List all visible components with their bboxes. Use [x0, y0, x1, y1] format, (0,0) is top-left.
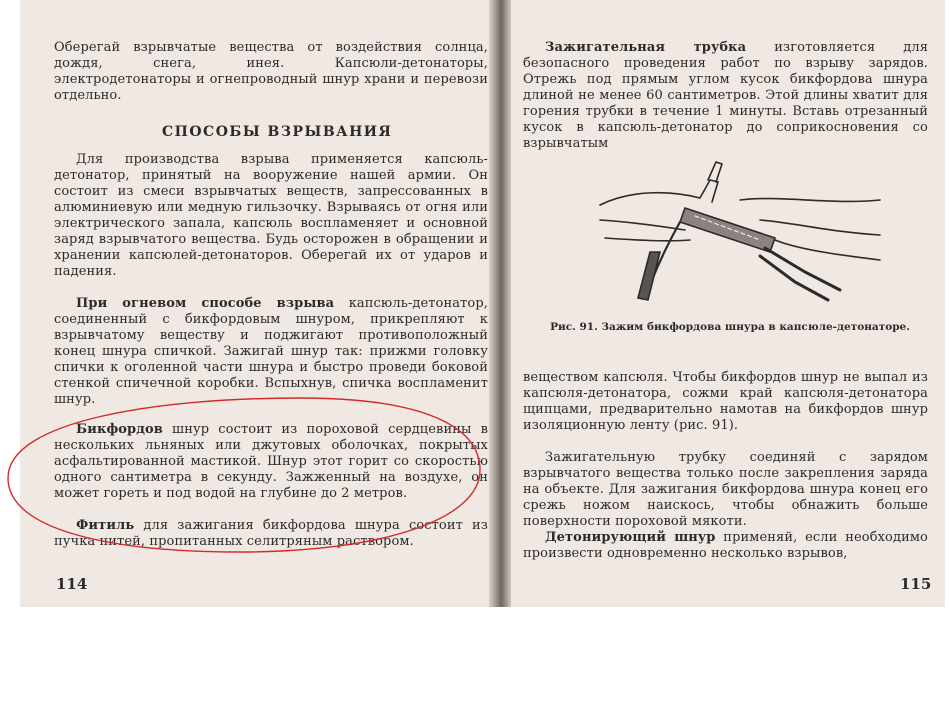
cord-end [638, 252, 660, 300]
left-paragraph-detonator: Для производства взрыва применяется капсюль-детонатор, принятый на вооружение нашей армии. Он состоит из смеси взрывчатых веществ, запрессованных в алюминиевую или медную гильзочку. Взрываясь от огня или электрического запала, капсюль воспламеняет и основной заряд взрывчатого вещества. Будь осторожен в обращении и хранении капсюлей-детонаторов. Оберегай их от ударов и падения. [54, 152, 488, 279]
detonating-cord-text: применяй, если необходимо произвести одновременно несколько взрывов, [523, 530, 928, 561]
left-hand-outline [600, 180, 718, 205]
section-heading: СПОСОБЫ ВЗРЫВАНИЯ [162, 124, 393, 140]
page-number-left: 114 [56, 575, 88, 593]
detonator-capsule [680, 208, 775, 252]
crimping-illustration [590, 160, 890, 310]
left-paragraph-fire-method [54, 296, 488, 408]
left-paragraph-bickford [54, 422, 488, 502]
bickford-text: шнур состоит из пороховой сердцевины в нескольких льняных или джутовых оболочках, покрытых асфальтированной мастикой. Шнур этот горит со скоростью одного сантиметра в секунду. Зажженный на воздухе, он может гореть и под водой на глубине до 2 метров. [54, 422, 488, 501]
term-detonating-cord: Детонирующий шнур [545, 530, 716, 545]
right-hand-outline [740, 199, 880, 202]
term-igniter-tube: Зажигательная трубка [545, 40, 747, 55]
right-paragraph-connect: Зажигательную трубку соединяй с зарядом взрывчатого вещества только после закрепления заряда на объекте. Для зажигания бикфордова шнура конец его срежь ножом наискось, чтобы обнажить больше поверхности пороховой мякоти. [523, 450, 928, 529]
igniter-tube-text: изготовляется для безопасного проведения работ по взрыву зарядов. Отрежь под прямым углом кусок бикфордова шнура длиной не менее 60 сантиметров. Этой длины хватит для горения трубки в течение 1 минуты. Вставь отрезанный кусок в капсюль-детонатор до соприкосновения со взрывчатым [523, 40, 928, 151]
wick-text: для зажигания бикфордова шнура состоит из пучка нитей, пропитанных селитряным раствором. [54, 518, 488, 549]
fire-method-text: капсюль-детонатор, соединенный с бикфордовым шнуром, прикрепляют к взрывчатому веществу и поджигают противоположный конец шнура спичкой. Зажигай шнур так: прижми головку спички к оголенной части шнура и быстро проведи боковой стенкой спичечной коробки. Вспыхнув, спичка воспламенит шнур. [54, 296, 488, 407]
left-paragraph-wick [54, 518, 488, 550]
tweezers-tip [708, 162, 722, 182]
right-paragraph-crimp: веществом капсюля. Чтобы бикфордов шнур не выпал из капсюля-детонатора, сожми край капсюля-детонатора щипцами, предварительно намотав на бикфордов шнур изоляционную ленту (рис. 91). [523, 370, 928, 433]
page-number-right: 115 [900, 575, 932, 593]
bickford-cord [652, 222, 680, 280]
right-paragraph-igniter-tube [523, 40, 928, 152]
term-wick: Фитиль [76, 518, 135, 533]
term-bickford: Бикфордов [76, 422, 163, 437]
figure-caption: Рис. 91. Зажим бикфордова шнура в капсюле-детонаторе. [550, 321, 910, 333]
left-page [54, 0, 492, 607]
term-fire-method: При огневом способе взрыва [76, 296, 335, 311]
left-paragraph-storage: Оберегай взрывчатые вещества от воздействия солнца, дождя, снега, инея. Капсюли-детонаторы, электродетонаторы и огнепроводный шнур храни и перевози отдельно. [54, 40, 488, 103]
right-paragraph-detonating-cord [523, 530, 928, 562]
